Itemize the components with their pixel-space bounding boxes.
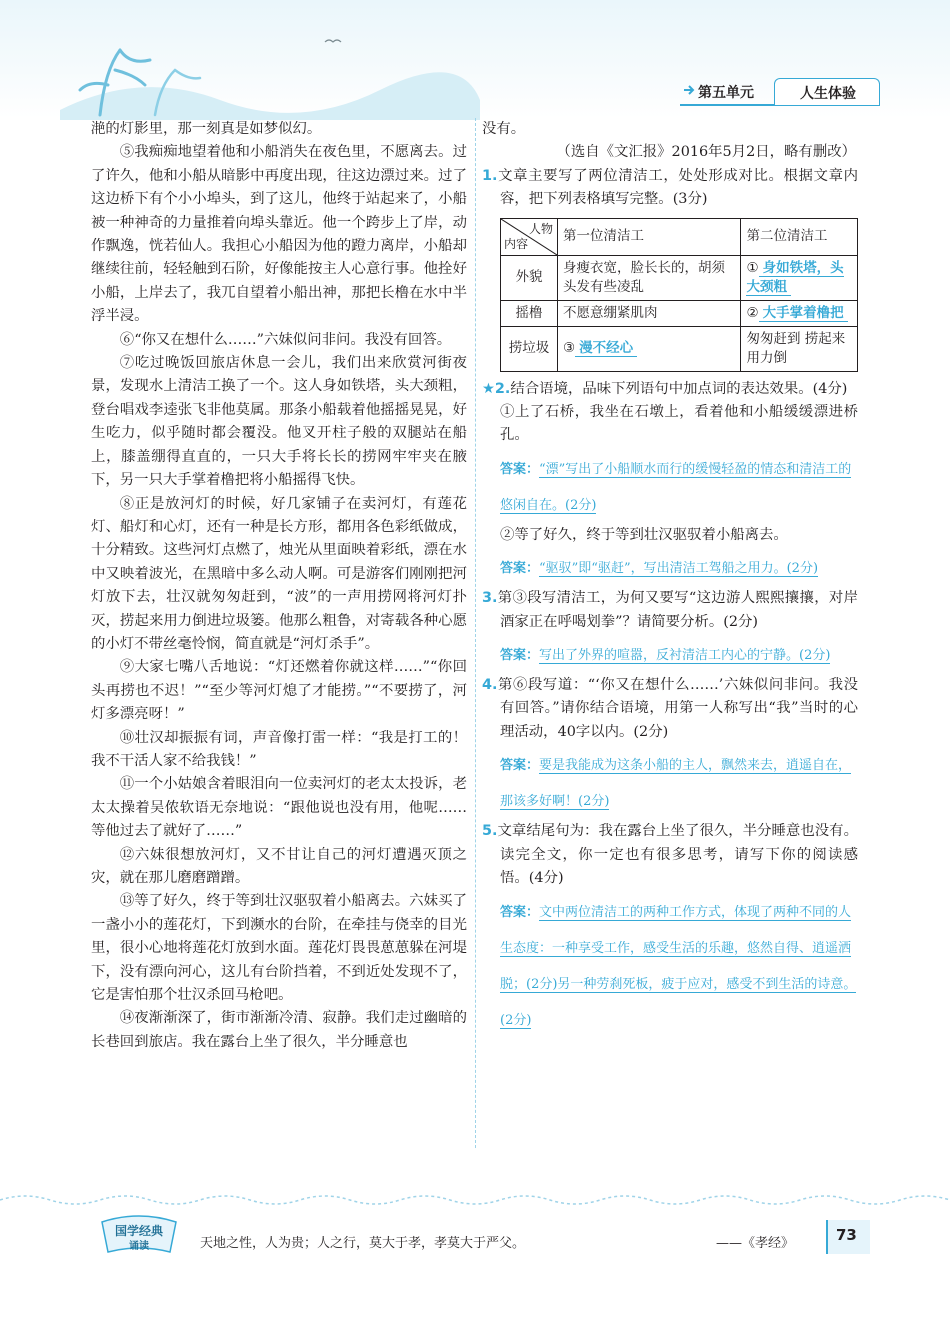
footer-quote: 天地之性，人为贵；人之行，莫大于孝，孝莫大于严父。 [200,1236,526,1251]
article-source: （选自《文汇报》2016年5月2日，略有删改） [556,144,856,161]
row-label: 摇橹 [501,300,558,326]
table-cell: 不愿意绷紧肌肉 [558,300,741,326]
column-divider [475,118,476,1148]
table-cell: 匆匆赶到 捞起来用力倒 [741,326,858,371]
answer-label: 答案： [500,904,540,920]
question-3 [482,587,858,634]
question-4 [482,674,858,744]
filled-answer: 漫不经心 [575,340,637,357]
corner-bottom-label: 内容 [504,236,529,251]
question-text: 第③段写清洁工，为何又要写“这边游人熙熙攘攘，对岸酒家正在呼喝划拳”？请简要分析。(2分) [497,590,858,630]
filled-answer: 大手掌着橹把 [759,305,848,322]
paragraph: ⑪一个小姑娘含着眼泪向一位卖河灯的老太太投诉，老太太操着吴侬软语无奈地说：“跟他说也没有用，他呢……等他过去了就好了……” [91,776,467,840]
question-number: 1. [482,167,498,184]
row-label: 外貌 [501,255,558,300]
row-label: 捞垃圾 [501,326,558,371]
paragraph: ⑩壮汉却振振有词，声音像打雷一样：“我是打工的！我不干活人家不给我钱！” [91,729,467,769]
paragraph: ⑦吃过晚饭回旅店休息一会儿，我们出来欣赏河街夜景，发现水上清洁工换了一个。这人身如铁塔，头大颈粗，登台唱戏李逵张飞非他莫属。那条小船载着他摇摇晃晃，好生吃力，似乎随时都会覆没。他叉开柱子般的双腿站在船上，膝盖绷得直直的，一只大手将长长的捞网牢牢夹在腋下，另一只大手掌着橹把将小船摇得飞快。 [91,355,467,489]
sub-question: ①上了石桥，我坐在石墩上，看着他和小船缓缓漂进桥孔。 [500,404,858,444]
question-1 [482,165,858,212]
paragraph-continued: 没有。 [482,121,526,137]
article-left-column [91,118,467,1054]
answer [500,638,858,674]
question-5 [482,820,858,890]
unit-label: 第五单元 [698,85,754,101]
unit-title: 人生体验 [800,86,856,102]
paragraph: ⑧正是放河灯的时候，好几家铺子在卖河灯，有莲花灯、船灯和心灯，还有一种是长方形，都用各色彩纸做成，十分精致。这些河灯点燃了，烛光从里面映着彩纸，漂在水中又映着波光，在黑暗中多么动人啊。可是游客们刚刚把河灯放下去，壮汉就匆匆赶到，“波”的一声用捞网将河灯扑灭，捞起来用力倒进垃圾篓。他那么粗鲁，对寄载各种心愿的小灯不带丝毫怜悯，简直就是“河灯杀手”。 [91,495,467,652]
answer-text: “漂”写出了小船顺水而行的缓慢轻盈的情态和清洁工的悠闲自在。(2分) [500,461,852,513]
logo-text: 国学经典 [114,1224,164,1238]
question-text: 结合语境，品味下列语句中加点词的表达效果。(4分) [510,380,848,397]
questions-right-column [482,118,858,1039]
logo-text: 诵读 [129,1241,149,1252]
question-number: 5. [482,823,498,840]
answer-text: 写出了外界的喧嚣，反衬清洁工内心的宁静。(2分) [539,648,831,664]
table-cell [741,300,858,326]
footer-quote-source: ——《孝经》 [716,1236,795,1251]
answer-text: 要是我能成为这条小船的主人，飘然来去，逍遥自在，那该多好啊！(2分) [500,758,852,810]
comparison-table [500,218,858,372]
answer-label: 答案： [500,758,540,774]
paragraph: ⑬等了好久，终于等到壮汉驱驭着小船离去。六妹买了一盏小小的莲花灯，下到濒水的台阶，在牵挂与侥幸的目光里，很小心地将莲花灯放到水面。莲花灯畏畏葸葸躲在河堤下，没有漂向河心，这儿有台阶挡着，不到近处发现不了，它是害怕那个壮汉杀回马枪吧。 [91,893,467,1004]
question-2 [482,378,858,401]
question-number: 4. [482,677,498,694]
question-text: 第⑥段写道：“‘你又在想什么……’六妹似问非问。我没有回答。”请你结合语境，用第一人称写出“我”当时的心理活动，40字以内。(2分) [497,677,858,740]
answer-text: “驱驭”即“驱赶”，写出清洁工驾船之用力。(2分) [539,561,819,577]
question-number: 3. [482,590,498,607]
corner-top-label: 人物 [528,221,553,236]
blank-number: ② [746,304,759,321]
paragraph: ⑥“你又在想什么……”六妹似问非问。我没有回答。 [119,331,452,348]
paragraph: ⑤我痴痴地望着他和小船消失在夜色里，不愿离去。过了许久，他和小船从暗影中再度出现，往这边漂过来。过了这边桥下有个小小埠头，到了这儿，他终于站起来了，小船被一种神奇的力量推着向埠头靠近。他一个跨步上了岸，动作飘逸，恍若仙人。我担心小船因为他的蹬力离岸，小船却继续往前，轻轻触到石阶，好像能按主人心意行事。他拴好小船，上岸去了，我兀自望着小船出神，那把长橹在水中半浮半浸。 [91,144,467,325]
footer-wave-line [0,1190,950,1210]
answer [500,551,858,587]
question-text: 文章结尾句为：我在露台上坐了很久，半分睡意也没有。读完全文，你一定也有很多思考，请写下你的阅读感悟。(4分) [497,823,858,887]
answer-label: 答案： [500,648,540,664]
table-cell [558,326,741,371]
filled-answer: 身如铁塔，头大颈粗 [746,259,844,295]
table-corner [501,218,558,255]
paragraph: ⑭夜渐渐深了，街市渐渐冷清、寂静。我们走过幽暗的长巷回到旅店。我在露台上坐了很久，半分睡意也 [91,1010,467,1050]
question-number: ★2. [482,380,511,397]
page-number: 73 [836,1226,857,1244]
answer [500,895,858,1039]
answer-label: 答案： [500,561,540,577]
blank-number: ③ [563,340,576,357]
table-header: 第二位清洁工 [741,218,858,255]
sub-question: ②等了好久，终于等到壮汉驱驭着小船离去。 [500,526,788,543]
table-cell [741,255,858,300]
paragraph: ⑨大家七嘴八舌地说：“灯还燃着你就这样……”“你回头再捞也不迟！”“至少等河灯熄了才能捞。”“不要捞了，河灯多漂亮呀！” [91,659,467,723]
bamboo-landscape-icon [60,30,480,120]
answer [500,748,858,820]
question-text: 文章主要写了两位清洁工，处处形成对比。根据文章内容，把下列表格填写完整。(3分) [497,167,858,208]
table-header: 第一位清洁工 [558,218,741,255]
table-cell: 身瘦衣宽，脸长长的，胡须头发有些凌乱 [558,255,741,300]
paragraph: ⑫六妹很想放河灯，又不甘让自己的河灯遭遇灭顶之灾，就在那儿磨磨蹭蹭。 [91,846,467,886]
blank-number: ① [746,259,759,276]
answer-label: 答案： [500,461,540,477]
answer-text: 文中两位清洁工的两种工作方式，体现了两种不同的人生态度：一种享受工作，感受生活的乐趣，悠然自得、逍遥洒脱；(2分)另一种劳刹死板，疲于应对，感受不到生活的诗意。(2分) [500,904,857,1028]
arrow-right-icon [682,83,696,97]
guoxue-logo-icon [96,1208,182,1260]
paragraph: 滟的灯影里，那一刻真是如梦似幻。 [91,121,322,137]
answer [500,452,858,524]
